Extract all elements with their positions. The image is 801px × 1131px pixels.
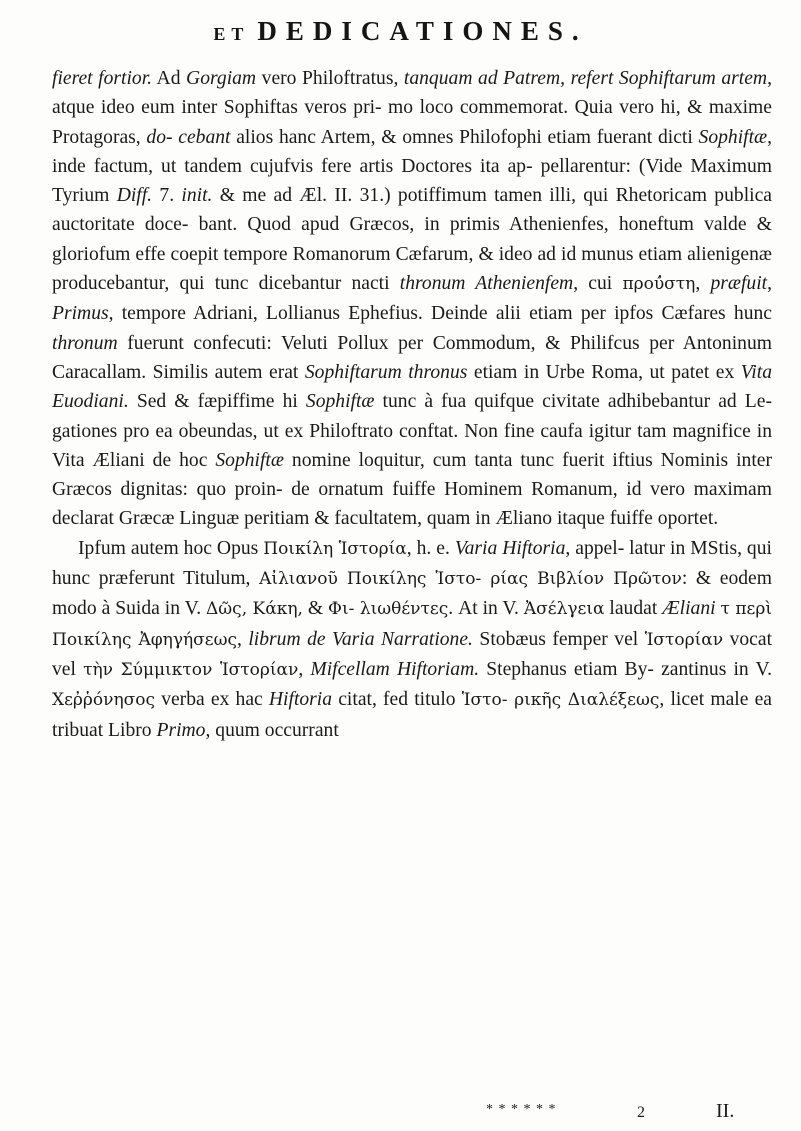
running-head-title: DEDICATIONES.: [257, 16, 588, 46]
greek-run: τὴν Σύμμικτον Ἱστορίαν: [83, 659, 299, 680]
greek-run: Ἀσέλγεια: [523, 599, 605, 620]
text-run: , inde factum, ut tandem cujufvis fere artis Doctores ita ap- pellarentur: (Vide Maximum Tyrium: [52, 126, 773, 207]
text-run: Ad: [152, 68, 187, 89]
text-run: tunc à fua quifque civitate adhibebantur ad Le- gationes pro ea obeundas, ut ex Philoftrato conftat. Non fine caufa igitur tam magnifice in Vita Æliani de hoc: [52, 391, 772, 471]
text-run: , h. e.: [406, 537, 455, 559]
greek-run: Δῶς, Κάκη,: [206, 599, 303, 620]
italic-run: Sophiftæ: [698, 126, 768, 148]
italic-run: refert Sophiftarum artem: [570, 68, 768, 89]
italic-run: thronum Athenienfem: [399, 273, 574, 295]
signature-marks: * * * * * *: [486, 1102, 557, 1117]
italic-run: librum de Varia Narratione.: [248, 628, 473, 650]
italic-run: Gorgiam: [186, 68, 257, 89]
text-run: , quum occurrant: [205, 719, 339, 741]
italic-run: Hiftoria: [268, 689, 333, 711]
paragraph-2: [52, 534, 772, 745]
text-run: ,: [236, 628, 249, 650]
text-run: , cui: [573, 273, 623, 295]
text-run: Stobæus femper vel: [472, 628, 645, 650]
text-run: , appel- latur in MStis, qui hunc præferunt Titulum,: [52, 537, 772, 590]
text-run: verba ex hac: [155, 689, 269, 711]
text-run: ,: [298, 658, 311, 680]
italic-run: tanquam ad Patrem,: [403, 68, 566, 89]
text-run: , licet male ea tribuat Libro: [52, 689, 772, 741]
italic-run: Mifcellam Hiftoriam.: [310, 658, 480, 680]
text-run: citat, fed titulo: [332, 689, 462, 711]
text-run: . At in V.: [448, 598, 524, 620]
running-head: [0, 16, 801, 47]
text-run: &: [302, 598, 329, 620]
italic-run: Vita Euodiani.: [52, 361, 772, 413]
text-run: Stephanus etiam By- zantinus in V.: [479, 658, 772, 680]
italic-run: Sophiftæ: [215, 449, 284, 471]
text-run: laudat: [604, 598, 663, 620]
text-run: alios hanc Artem, & omnes Philofophi etiam fuerant dicti: [230, 126, 699, 148]
italic-run: Æliani: [662, 598, 716, 620]
italic-run: Primus: [52, 303, 109, 325]
italic-run: fieret fortior.: [52, 68, 153, 89]
greek-run: πρού̓στη: [622, 274, 696, 295]
text-run: 7.: [152, 185, 182, 207]
greek-run: Φι- λιωθέντες: [328, 599, 449, 620]
text-run: , atque ideo eum inter Sophiftas veros pri- mo loco commemorat. Quia vero hi, & maxime Protagoras,: [52, 68, 772, 148]
italic-run: Primo: [156, 719, 206, 741]
italic-run: Sophiftæ: [305, 391, 375, 413]
greek-run: Ποικίλη Ἱστορία: [263, 538, 407, 559]
body-text: [52, 64, 772, 745]
paragraph-1: [52, 64, 772, 534]
greek-run: Ἱστο- ρικῆς Διαλέξεως: [461, 690, 660, 711]
text-run: vero Philoftratus,: [256, 68, 404, 89]
italic-run: do- cebant: [146, 126, 231, 148]
italic-run: thronum: [52, 332, 118, 354]
italic-run: præfuit: [710, 273, 768, 295]
text-run: ,: [695, 273, 711, 295]
signature-number: 2: [637, 1104, 645, 1121]
greek-run: τ περὶ Ποικίλης Ἀφηγήσεως: [52, 599, 772, 650]
italic-run: Varia Hiftoria: [454, 537, 566, 559]
text-run: nomine loquitur, cum tanta tunc fuerit iftius Nominis inter Græcos dignitas: quo proin- de ornatum fuiffe Hominem Romanum, id vero maximam declarat Græcæ Linguæ peritiam & facultatem, quam in Æliano itaque fuiffe oportet.: [52, 449, 772, 530]
text-run: : & eodem modo à Suida in V.: [52, 568, 772, 620]
text-run: , tempore Adriani, Lollianus Ephefius. Deinde alii etiam per ipfos Cæfares hunc: [108, 303, 772, 325]
text-run: etiam in Urbe Roma, ut patet ex: [467, 361, 741, 383]
text-run: vocat vel: [52, 628, 773, 680]
text-run: fuerunt confecuti: Veluti Pollux per Commodum, & Philifcus per Antoninum Caracallam. Similis autem erat: [52, 332, 772, 383]
greek-run: Ἱστορίαν: [644, 629, 724, 650]
text-run: ,: [767, 273, 772, 295]
text-run: Ipfum autem hoc Opus: [78, 537, 264, 559]
greek-run: Αἰλιανοῦ Ποικίλης Ἱστο- ρίας Βιβλίον Πρῶτον: [259, 569, 682, 590]
text-run: & me ad Æl. II. 31.) potiffimum tamen illi, qui Rhetoricam publica auctoritate doce- bant. Quod apud Græcos, in primis Athenienfes, honeftum valde & gloriofum effe coepit tempore Romanorum Cæfarum, & ideo ad id munus etiam alienigenæ producebantur, qui tunc dicebantur nacti: [52, 185, 772, 295]
text-run: Sed & fæpiffime hi: [128, 391, 306, 413]
italic-run: Diff.: [116, 185, 153, 207]
italic-run: init.: [181, 185, 213, 207]
italic-run: Sophiftarum thronus: [304, 361, 468, 383]
running-head-prefix: ET: [213, 24, 250, 44]
greek-run: Χεῤῥόνησος: [52, 690, 156, 711]
catchword: II.: [716, 1100, 735, 1122]
